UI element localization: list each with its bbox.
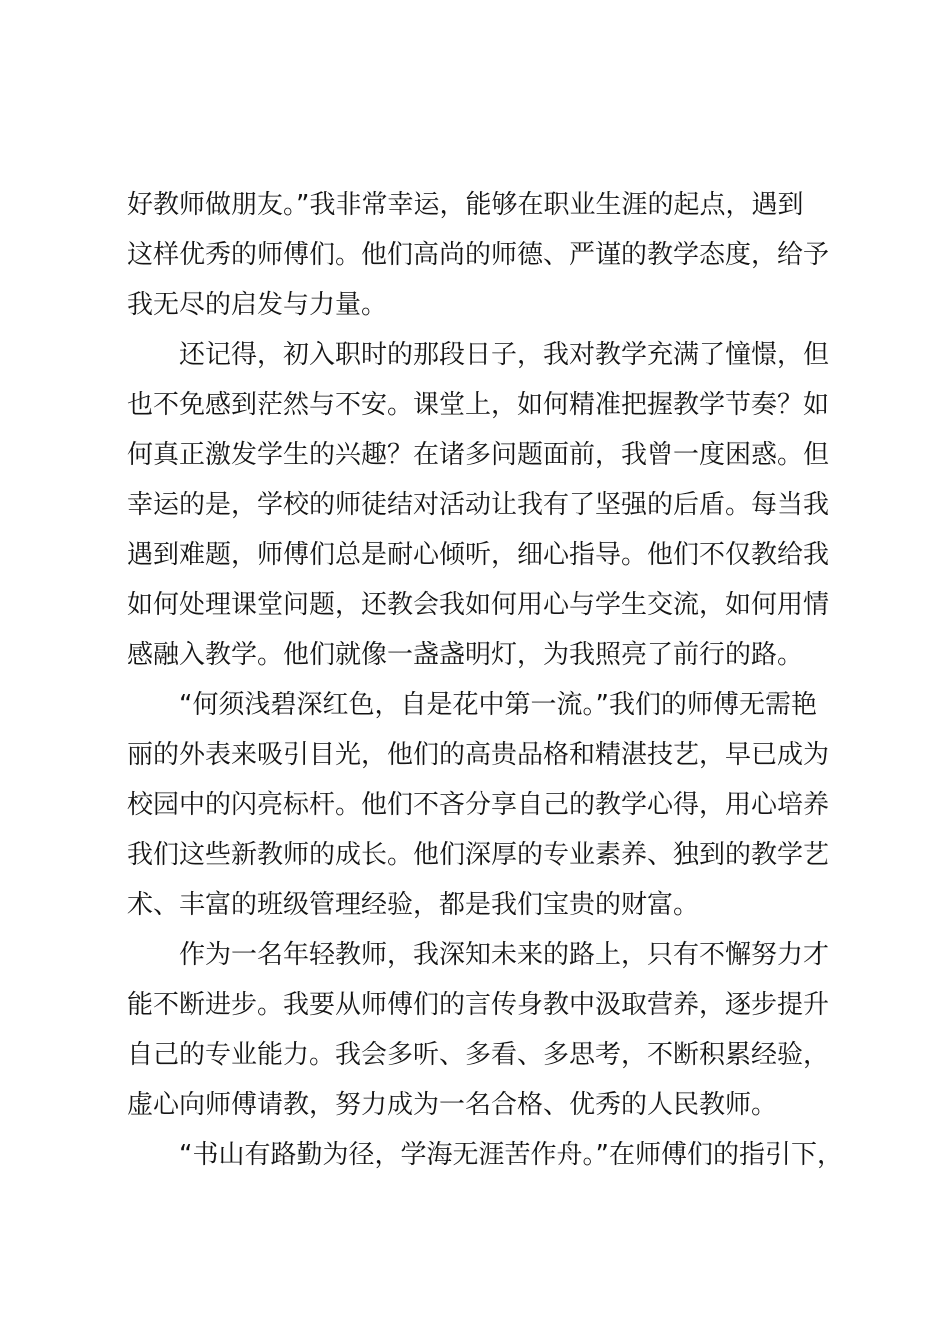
text-line: 幸运的是，学校的师徒结对活动让我有了坚强的后盾。每当我	[127, 490, 830, 520]
document-body	[127, 180, 843, 1180]
text-line: 术、丰富的班级管理经验，都是我们宝贵的财富。	[127, 890, 700, 920]
text-line: 还记得，初入职时的那段日子，我对教学充满了憧憬，但	[179, 340, 830, 370]
text-line: 我们这些新教师的成长。他们深厚的专业素养、独到的教学艺	[127, 840, 830, 870]
text-line: 遇到难题，师傅们总是耐心倾听，细心指导。他们不仅教给我	[127, 540, 830, 570]
text-line: 何真正激发学生的兴趣？在诸多问题面前，我曾一度困惑。但	[127, 440, 830, 470]
paragraph	[127, 680, 837, 930]
text-line: “何须浅碧深红色，自是花中第一流。”我们的师傅无需艳	[179, 690, 817, 720]
text-line: 也不免感到茫然与不安。课堂上，如何精准把握教学节奏？如	[127, 390, 830, 420]
paragraph	[127, 1130, 843, 1180]
paragraph	[127, 180, 837, 330]
paragraph	[127, 330, 837, 680]
text-line: 作为一名年轻教师，我深知未来的路上，只有不懈努力才	[179, 940, 830, 970]
text-line: 感融入教学。他们就像一盏盏明灯，为我照亮了前行的路。	[127, 640, 804, 670]
text-line: 如何处理课堂问题，还教会我如何用心与学生交流，如何用情	[127, 590, 830, 620]
text-line: 能不断进步。我要从师傅们的言传身教中汲取营养，逐步提升	[127, 990, 830, 1020]
text-line: 校园中的闪亮标杆。他们不吝分享自己的教学心得，用心培养	[127, 790, 830, 820]
text-line: 丽的外表来吸引目光，他们的高贵品格和精湛技艺，早已成为	[127, 740, 830, 770]
text-line: “书山有路勤为径，学海无涯苦作舟。”在师傅们的指引下，	[179, 1140, 843, 1170]
text-line: 这样优秀的师傅们。他们高尚的师德、严谨的教学态度，给予	[127, 240, 830, 270]
text-line: 好教师做朋友。”我非常幸运，能够在职业生涯的起点，遇到	[127, 190, 804, 220]
text-line: 虚心向师傅请教，努力成为一名合格、优秀的人民教师。	[127, 1090, 778, 1120]
text-line: 自己的专业能力。我会多听、多看、多思考，不断积累经验，	[127, 1040, 830, 1070]
paragraph	[127, 930, 837, 1130]
text-line: 我无尽的启发与力量。	[127, 290, 388, 320]
